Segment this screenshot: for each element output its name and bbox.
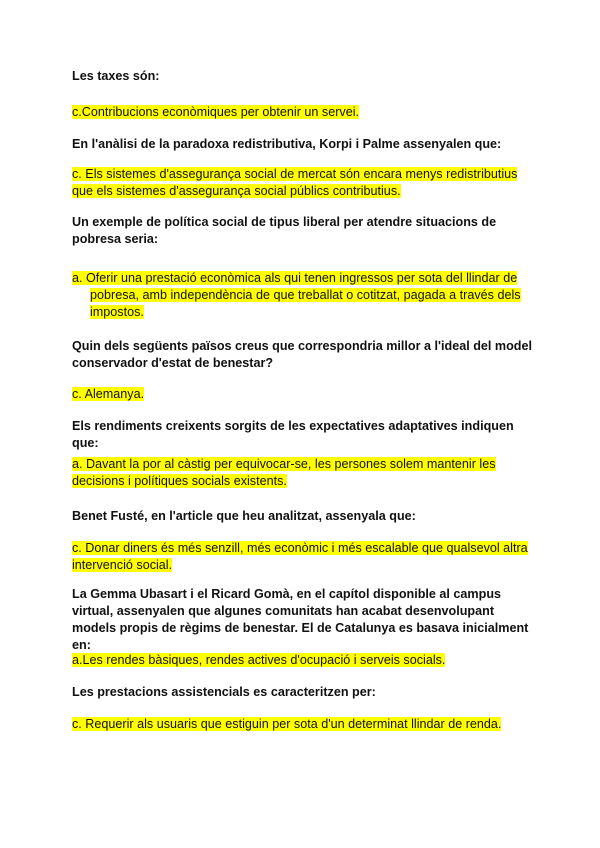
highlighted-answer-2: c. Els sistemes d'assegurança social de mercat són encara menys redistributius que els sistemes d'assegurança social públics contributius. xyxy=(72,167,518,198)
answer-3 xyxy=(72,270,534,321)
answer-4 xyxy=(72,386,534,403)
highlighted-answer-6: c. Donar diners és més senzill, més econòmic i més escalable que qualsevol altra intervenció social. xyxy=(72,541,528,572)
question-7: La Gemma Ubasart i el Ricard Gomà, en el capítol disponible al campus virtual, assenyalen que algunes comunitats han acabat desenvolupant models propis de règims de benestar. El de Catalunya es basava inicialment en: xyxy=(72,587,529,652)
question-3: Un exemple de política social de tipus liberal per atendre situacions de pobresa seria: xyxy=(72,215,497,246)
highlighted-answer-3: a. Oferir una prestació econòmica als qui tenen ingressos per sota del llindar de pobresa, amb independència de que treballat o cotitzat, pagada a través dels impostos. xyxy=(72,271,521,319)
highlighted-answer-5: a. Davant la por al càstig per equivocar-se, les persones solem mantenir les decisions i polítiques socials existents. xyxy=(72,457,496,488)
answer-2 xyxy=(72,166,534,200)
answer-5 xyxy=(72,456,534,490)
question-2: En l'anàlisi de la paradoxa redistributiva, Korpi i Palme assenyalen que: xyxy=(72,137,502,151)
question-1: Les taxes són: xyxy=(72,69,160,83)
question-4: Quin dels següents països creus que correspondria millor a l'ideal del model conservador d'estat de benestar? xyxy=(72,339,532,370)
question-5: Els rendiments creixents sorgits de les expectatives adaptatives indiquen que: xyxy=(72,419,514,450)
answer-8 xyxy=(72,716,534,733)
highlighted-answer-4: c. Alemanya. xyxy=(72,387,145,401)
highlighted-answer-8: c. Requerir als usuaris que estiguin per sota d'un determinat llindar de renda. xyxy=(72,717,502,731)
highlighted-answer-1: c.Contribucions econòmiques per obtenir un servei. xyxy=(72,105,360,119)
question-8: Les prestacions assistencials es caracteritzen per: xyxy=(72,685,376,699)
answer-7 xyxy=(72,652,534,669)
highlighted-answer-7: a.Les rendes bàsiques, rendes actives d'ocupació i serveis socials. xyxy=(72,653,446,667)
answer-6 xyxy=(72,540,534,574)
answer-1 xyxy=(72,104,534,121)
question-6: Benet Fusté, en l'article que heu analitzat, assenyala que: xyxy=(72,509,416,523)
